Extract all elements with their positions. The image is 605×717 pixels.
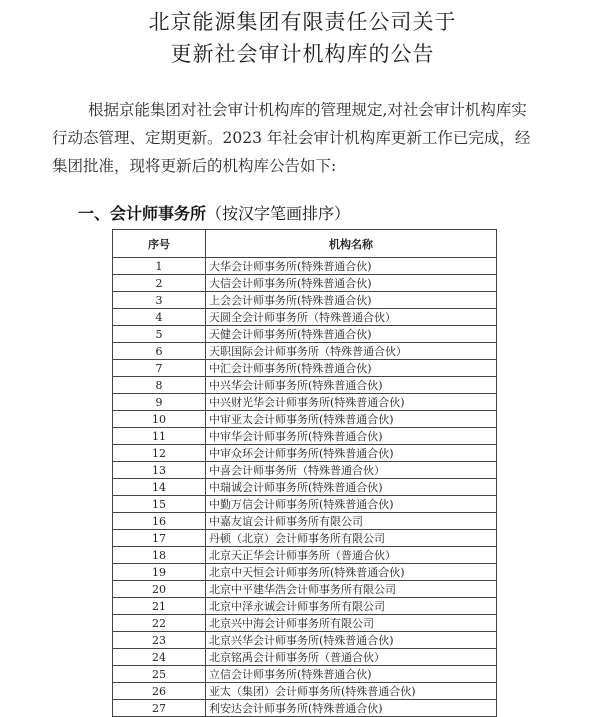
table-row bbox=[113, 326, 497, 343]
institution-name: 中审亚太会计师事务所(特殊普通合伙) bbox=[206, 411, 497, 428]
row-number: 21 bbox=[113, 598, 206, 615]
row-number: 9 bbox=[113, 394, 206, 411]
row-number: 8 bbox=[113, 377, 206, 394]
row-number: 24 bbox=[113, 649, 206, 666]
institution-name: 中审众环会计师事务所(特殊普通合伙) bbox=[206, 445, 497, 462]
row-number: 11 bbox=[113, 428, 206, 445]
row-number: 4 bbox=[113, 309, 206, 326]
section-heading-title: 一、会计师事务所 bbox=[78, 204, 207, 223]
row-number: 20 bbox=[113, 581, 206, 598]
table-row bbox=[113, 666, 497, 683]
institution-name: 北京中平建华浩会计师事务所有限公司 bbox=[206, 581, 497, 598]
row-number: 16 bbox=[113, 513, 206, 530]
intro-line-3: 集团批准，现将更新后的机构库公告如下: bbox=[52, 157, 337, 175]
table-row bbox=[113, 683, 497, 700]
table-row bbox=[113, 445, 497, 462]
notice-title-line1: 北京能源集团有限责任公司关于 bbox=[148, 10, 457, 34]
institution-name: 中汇会计师事务所(特殊普通合伙) bbox=[206, 360, 497, 377]
institution-name: 中兴华会计师事务所(特殊普通合伙) bbox=[206, 377, 497, 394]
institution-name: 亚太（集团）会计师事务所(特殊普通合伙) bbox=[206, 683, 497, 700]
table-row bbox=[113, 513, 497, 530]
row-number: 23 bbox=[113, 632, 206, 649]
table-row bbox=[113, 411, 497, 428]
institution-name: 中喜会计师事务所（特殊普通合伙） bbox=[206, 462, 497, 479]
row-number: 7 bbox=[113, 360, 206, 377]
row-number: 15 bbox=[113, 496, 206, 513]
intro-line-2: 行动态管理、定期更新。2023 年社会审计机构库更新工作已完成，经 bbox=[52, 129, 531, 147]
table-row bbox=[113, 309, 497, 326]
table-row bbox=[113, 360, 497, 377]
table-row bbox=[113, 343, 497, 360]
institution-name: 大华会计师事务所(特殊普通合伙) bbox=[206, 258, 497, 275]
table-row bbox=[113, 530, 497, 547]
table-row bbox=[113, 564, 497, 581]
institution-name: 天健会计师事务所(特殊普通合伙) bbox=[206, 326, 497, 343]
intro-paragraph bbox=[52, 96, 577, 180]
table-row bbox=[113, 258, 497, 275]
row-number: 6 bbox=[113, 343, 206, 360]
row-number: 10 bbox=[113, 411, 206, 428]
table-row bbox=[113, 615, 497, 632]
institution-name: 天圆全会计师事务所（特殊普通合伙） bbox=[206, 309, 497, 326]
table-row bbox=[113, 649, 497, 666]
institution-name: 北京中泽永诚会计师事务所有限公司 bbox=[206, 598, 497, 615]
table-row bbox=[113, 428, 497, 445]
institution-name: 中勤万信会计师事务所(特殊普通合伙) bbox=[206, 496, 497, 513]
row-number: 19 bbox=[113, 564, 206, 581]
section-heading bbox=[78, 201, 350, 224]
intro-line-1: 根据京能集团对社会审计机构库的管理规定,对社会审计机构库实 bbox=[88, 101, 527, 119]
institution-name: 大信会计师事务所(特殊普通合伙) bbox=[206, 275, 497, 292]
column-header-no: 序号 bbox=[113, 230, 206, 258]
table-row bbox=[113, 547, 497, 564]
row-number: 2 bbox=[113, 275, 206, 292]
row-number: 26 bbox=[113, 683, 206, 700]
row-number: 3 bbox=[113, 292, 206, 309]
row-number: 18 bbox=[113, 547, 206, 564]
institution-name: 利安达会计师事务所(特殊普通合伙) bbox=[206, 700, 497, 717]
table-body bbox=[113, 258, 497, 717]
institution-name: 天职国际会计师事务所（特殊普通合伙） bbox=[206, 343, 497, 360]
institution-name: 北京兴中海会计师事务所有限公司 bbox=[206, 615, 497, 632]
institution-name: 立信会计师事务所(特殊普通合伙) bbox=[206, 666, 497, 683]
row-number: 22 bbox=[113, 615, 206, 632]
row-number: 27 bbox=[113, 700, 206, 717]
row-number: 5 bbox=[113, 326, 206, 343]
table-row bbox=[113, 394, 497, 411]
row-number: 14 bbox=[113, 479, 206, 496]
row-number: 12 bbox=[113, 445, 206, 462]
institution-name: 中瑞诚会计师事务所(特殊普通合伙) bbox=[206, 479, 497, 496]
table-row bbox=[113, 479, 497, 496]
institution-name: 丹顿（北京）会计师事务所有限公司 bbox=[206, 530, 497, 547]
institution-name: 中审华会计师事务所(特殊普通合伙) bbox=[206, 428, 497, 445]
institution-name: 中嘉友谊会计师事务所有限公司 bbox=[206, 513, 497, 530]
institution-name: 北京中天恒会计师事务所(特殊普通合伙) bbox=[206, 564, 497, 581]
institution-name: 中兴财光华会计师事务所(特殊普通合伙) bbox=[206, 394, 497, 411]
table-row bbox=[113, 700, 497, 717]
table-row bbox=[113, 377, 497, 394]
row-number: 1 bbox=[113, 258, 206, 275]
table-row bbox=[113, 598, 497, 615]
row-number: 13 bbox=[113, 462, 206, 479]
institution-name: 北京铭禹会计师事务所（普通合伙） bbox=[206, 649, 497, 666]
institution-table bbox=[112, 229, 497, 717]
institution-name: 北京天正华会计师事务所（普通合伙） bbox=[206, 547, 497, 564]
table-row bbox=[113, 496, 497, 513]
table-header-row bbox=[113, 230, 497, 258]
row-number: 17 bbox=[113, 530, 206, 547]
table-row bbox=[113, 581, 497, 598]
institution-name: 北京兴华会计师事务所(特殊普通合伙) bbox=[206, 632, 497, 649]
notice-title-line2: 更新社会审计机构库的公告 bbox=[170, 42, 435, 66]
institution-name: 上会会计师事务所(特殊普通合伙) bbox=[206, 292, 497, 309]
table-row bbox=[113, 632, 497, 649]
table-row bbox=[113, 275, 497, 292]
column-header-name: 机构名称 bbox=[206, 230, 497, 258]
section-heading-note: （按汉字笔画排序） bbox=[206, 204, 351, 223]
row-number: 25 bbox=[113, 666, 206, 683]
table-row bbox=[113, 462, 497, 479]
table-row bbox=[113, 292, 497, 309]
